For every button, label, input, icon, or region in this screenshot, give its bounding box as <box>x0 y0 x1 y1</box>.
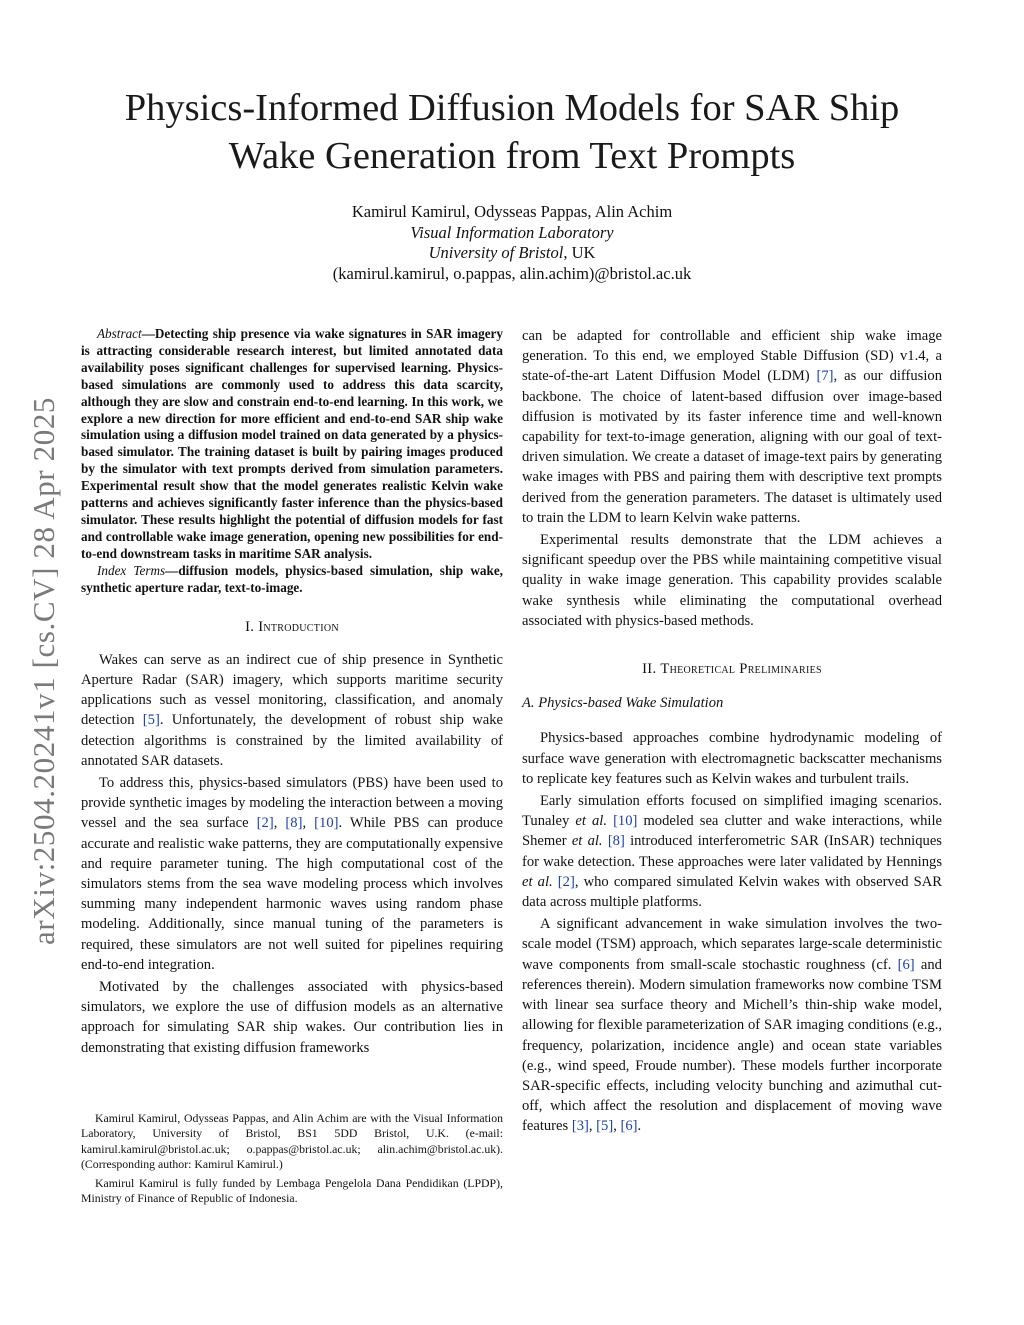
intro-paragraph-3: Motivated by the challenges associated with physics-based simulators, we explore the use of diffusion models as an alternative approach for simulating SAR ship wakes. Our contribution lies in demonstrating that existing diffusion frameworks <box>81 978 503 1056</box>
section-number: I. <box>245 618 255 635</box>
text-run: modeled sea clutter and wake interactions, while Shemer <box>522 813 943 850</box>
footnotes <box>81 1111 503 1207</box>
paper-title <box>60 84 964 180</box>
footnote-funding: Kamirul Kamirul is fully funded by Lembaga Pengelola Dana Pendidikan (LPDP), Ministry of Finance of Republic of Indonesia. <box>81 1176 503 1206</box>
text-run: . While PBS can produce accurate and realistic wake patterns, they are computationally expensive and require parameter tuning. The high computational cost of the simulators stems from the sea wave modeling process which involves summing many independent harmonic waves using random phase modeling. Additionally, since manual tuning of the parameters is required, these simulators are not well suited for pipelines requiring end-to-end integration. <box>81 815 504 973</box>
text-run: A significant advancement in wake simulation involves the two-scale model (TSM) approach, which separates large-scale deterministic wave components from small-scale stochastic roughness (cf. <box>522 916 942 973</box>
right-paragraph-3: Physics-based approaches combine hydrodynamic modeling of surface wave generation with electromagnetic backscatter mechanisms to replicate key features such as Kelvin wakes and turbulent trails. <box>522 730 942 787</box>
author-university: University of Bristol <box>428 243 564 262</box>
index-terms-lead: Index Terms <box>97 562 166 578</box>
section-heading-introduction <box>81 617 503 637</box>
citation-link[interactable]: [5] <box>596 1118 614 1135</box>
right-paragraph-1 <box>522 326 942 528</box>
left-column <box>81 326 503 1058</box>
intro-paragraph-1 <box>81 650 503 771</box>
citation-link[interactable]: [6] <box>620 1118 638 1135</box>
et-al: et al. <box>571 833 603 850</box>
text-run: , <box>302 815 315 832</box>
citation-link[interactable]: [10] <box>613 813 638 830</box>
right-paragraph-4 <box>522 791 942 912</box>
citation-link[interactable]: [3] <box>571 1118 589 1135</box>
text-run: , <box>613 1118 621 1135</box>
text-run: , <box>588 1118 597 1135</box>
text-run: Early simulation efforts focused on simplified imaging scenarios. Tunaley <box>522 793 942 830</box>
subsection-heading-wake-simulation: A. Physics-based Wake Simulation <box>522 695 724 712</box>
abstract-lead: Abstract <box>97 326 142 341</box>
citation-link[interactable]: [7] <box>816 368 834 385</box>
text-run: Wakes can serve as an indirect cue of ship presence in Synthetic Aperture Radar (SAR) imagery, which supports maritime security applications such as vessel monitoring, classification, and anomaly detection <box>81 651 503 729</box>
text-run: . Unfortunately, the development of robust ship wake detection algorithms is constrained by the limited availability of annotated SAR datasets. <box>81 712 503 769</box>
et-al: et al. <box>575 813 607 830</box>
citation-link[interactable]: [5] <box>142 712 160 729</box>
text-run: To address this, physics-based simulators (PBS) have been used to provide synthetic images by modeling the interaction between a moving vessel and the sea surface <box>81 774 503 832</box>
citation-link[interactable]: [6] <box>897 956 915 973</box>
section-title: Introduction <box>258 618 339 635</box>
section-heading-preliminaries <box>522 659 942 679</box>
right-paragraph-2: Experimental results demonstrate that the LDM achieves a significant speedup over the PBS while maintaining competitive visual quality in wake image generation. This capability provides scalable wake synthesis while eliminating the computational overhead associated with physics-based methods. <box>522 532 942 629</box>
text-run: can be adapted for controllable and efficient ship wake image generation. To this end, we employed Stable Diffusion (SD) v1.4, a state-of-the-art Latent Diffusion Model (LDM) <box>522 328 942 385</box>
author-names: Kamirul Kamirul, Odysseas Pappas, Alin Achim <box>351 202 673 221</box>
citation-link[interactable]: [8] <box>285 815 303 832</box>
right-column <box>522 326 942 1137</box>
citation-link[interactable]: [2] <box>256 815 274 832</box>
author-lab: Visual Information Laboratory <box>410 222 614 242</box>
title-line-2: Wake Generation from Text Prompts <box>228 135 796 177</box>
footnote-affiliation: Kamirul Kamirul, Odysseas Pappas, and Alin Achim are with the Visual Information Laboratory, University of Bristol, BS1 5DD Bristol, U.K. (e-mail: kamirul.kamirul@bristol.ac.uk; o.pappas@bristol.ac.uk; alin.achim@bristol.ac.uk). (Corresponding author: Kamirul Kamirul.) <box>81 1111 503 1171</box>
citation-link[interactable]: [8] <box>607 833 625 850</box>
citation-link[interactable]: [2] <box>557 873 575 890</box>
text-run: , as our diffusion backbone. The choice of latent-based diffusion over image-based diffusion is motivated by its faster inference time and well-known capability for text-to-image generation, aligning with our goal of text-driven simulation. We create a dataset of image-text pairs by generating wake images with PBS and pairing them with descriptive text prompts derived from the generation parameters. The dataset is ultimately used to train the LDM to learn Kelvin wake patterns. <box>522 368 942 526</box>
title-line-1: Physics-Informed Diffusion Models for SAR Ship <box>124 87 900 129</box>
section-number: II. <box>642 661 657 678</box>
section-title: Theoretical Preliminaries <box>660 661 822 678</box>
text-run: introduced interferometric SAR (InSAR) techniques for wake detection. These approaches were later validated by Hennings <box>522 833 942 870</box>
author-affiliation <box>60 243 964 264</box>
author-emails: (kamirul.kamirul, o.pappas, alin.achim)@bristol.ac.uk <box>332 263 692 283</box>
author-country: , UK <box>563 243 596 262</box>
text-run: , <box>273 815 286 832</box>
arxiv-identifier[interactable]: arXiv:2504.20241v1 [cs.CV] 28 Apr 2025 <box>26 396 61 945</box>
text-run: and references therein). Modern simulation frameworks now combine TSM with linear sea surface theory and Michell’s thin-ship wake model, allowing for flexible parameterization of SAR imaging conditions (e.g., frequency, polarization, incidence angle) and ocean state variables (e.g., wind speed, Froude number). These models further incorporate SAR-specific effects, including velocity bunching and azimuthal cut-off, which affect the resolution and displacement of moving wave features <box>522 956 942 1135</box>
intro-paragraph-2 <box>81 773 503 975</box>
author-block <box>60 202 964 284</box>
abstract <box>81 326 503 563</box>
abstract-body: —Detecting ship presence via wake signatures in SAR imagery is attracting considerable research interest, but limited annotated data availability poses significant challenges for supervised learning. Physics-based simulations are commonly used to address this data scarcity, although they are slow and constrain end-to-end learning. In this work, we explore a new direction for more efficient and end-to-end SAR ship wake simulation using a diffusion model trained on data generated by a physics-based simulator. The training dataset is built by pairing images produced by the simulator with text prompts derived from simulation parameters. Experimental result show that the model generates realistic Kelvin wake patterns and achieves significantly faster inference than the physics-based simulator. These results highlight the potential of diffusion models for fast and controllable wake image generation, opening new possibilities for end-to-end downstream tasks in maritime SAR analysis. <box>81 326 503 561</box>
text-run: , who compared simulated Kelvin wakes with observed SAR data across multiple platforms. <box>522 873 943 911</box>
index-terms <box>81 563 503 597</box>
right-paragraph-5 <box>522 914 942 1136</box>
et-al: et al. <box>522 873 553 890</box>
text-run: . <box>637 1118 642 1135</box>
citation-link[interactable]: [10] <box>314 815 339 832</box>
index-terms-body: —diffusion models, physics-based simulation, ship wake, synthetic aperture radar, text-to-image. <box>81 562 503 595</box>
